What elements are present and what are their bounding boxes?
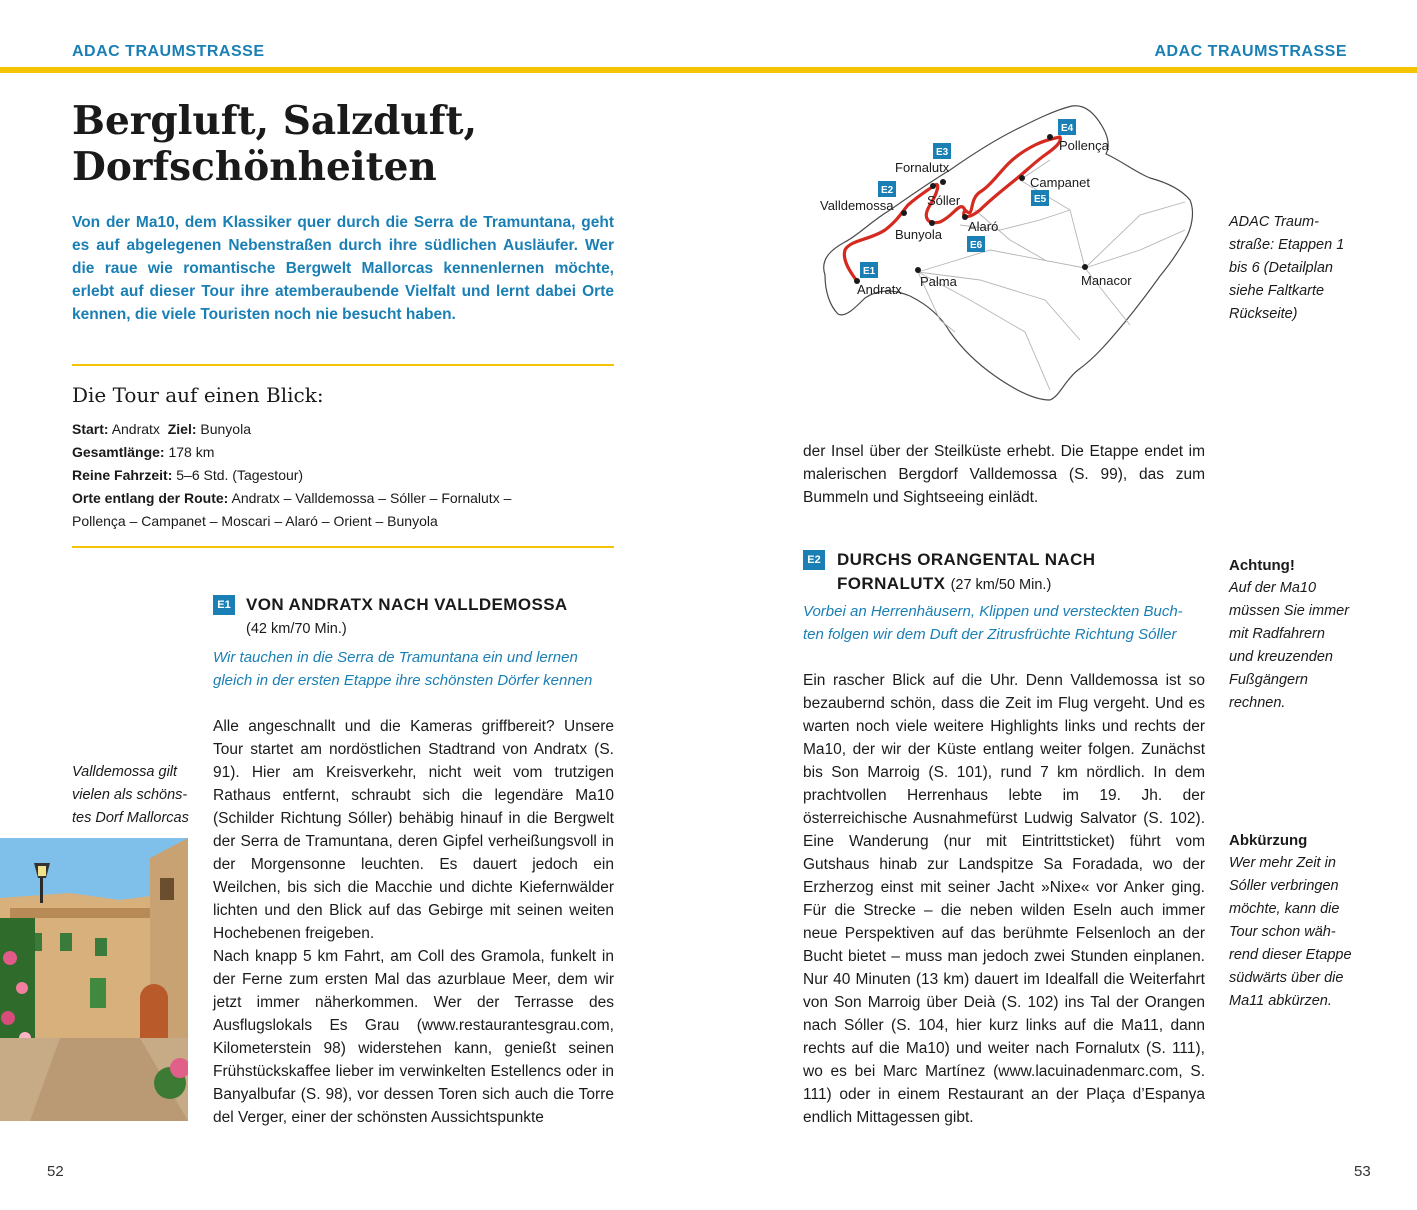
e1-paragraph-2: Nach knapp 5 km Fahrt, am Coll des Gramola, funkelt in der Ferne zum ersten Mal das azurblaue Meer, dem wir jetzt immer näherkommen. Wer der Terrasse des Ausflugslokals Es Grau (www.restaurantesgrau.com, Kilometerstein 98) widerstehen kann, genießt seinen Frühstückskaffee lieber im verwinkelten Estellencs oder in Banyalbufar (S. 98), vor dessen Toren sich auch die Torre del Verger, einer der schönsten Aussichtspunkte [213,948,614,1126]
ziel-label: Ziel: [167,421,197,437]
running-header-right: ADAC TRAUMSTRASSE [1154,43,1347,60]
page-number-right: 53 [1354,1163,1371,1180]
e2-body [803,669,1205,1129]
length-value: 178 km [168,444,215,460]
e1-teaser-line: Wir tauchen in die Serra de Tramuntana ein und lernen [213,649,578,666]
e2-title-2: FORNALUTX [837,574,946,593]
e2-sub: (27 km/50 Min.) [950,577,1052,593]
abkuerzung-line: südwärts über die [1229,970,1344,986]
abkuerzung-line: möchte, kann die [1229,901,1340,917]
start-value: Andratx [111,421,160,437]
e1-teaser-line: gleich in der ersten Etappe ihre schönsten Dörfer kennen [213,672,593,689]
map-badge-e4 [1058,119,1076,135]
map-badge-e6 [967,236,985,252]
e2-title-1: DURCHS ORANGENTAL NACH [837,550,1096,569]
e2-teaser-line: ten folgen wir dem Duft der Zitrusfrüchte Richtung Sóller [803,626,1177,643]
e1-body [213,715,614,1129]
map-label-soller: Sóller [927,193,961,208]
e1-teaser [213,646,623,692]
map-caption-line: ADAC Traum- [1229,214,1319,230]
e1-sub: (42 km/70 Min.) [246,621,347,637]
places-label: Orte entlang der Route: [72,490,229,506]
map-caption-line: straße: Etappen 1 [1229,237,1345,253]
achtung-line: und kreuzenden [1229,649,1333,665]
ziel-value: Bunyola [200,421,251,437]
intro-text: Von der Ma10, dem Klassiker quer durch die Serra de Tramuntana, geht es auf abgelegenen Nebenstraßen durch ihre südlichen Ausläufer. Wer die raue wie romantische Bergwelt Mallorcas kennenlernen möchte, erlebt auf dieser Tour ihre atemberaubende Vielfalt und lernt dabei Orte kennen, die viele Touristen noch nie besucht haben. [72,214,614,323]
map-badge-label: E4 [1061,123,1074,134]
map-badge-label: E2 [881,185,894,196]
abkuerzung-line: Tour schon wäh- [1229,924,1336,940]
title-line-1: Bergluft, Salzduft, [72,98,478,144]
e2-heading [837,548,1217,597]
achtung-line: mit Radfahrern [1229,626,1325,642]
route-map [810,100,1210,410]
achtung-line: rechnen. [1229,695,1286,711]
map-badge-label: E1 [863,266,876,277]
photo-caption-line: Valldemossa gilt [72,764,178,780]
e1-continuation: der Insel über der Steilküste erhebt. Die Etappe endet im malerischen Bergdorf Valldemossa (S. 99), das zum Bummeln und Sightseeing einlädt. [803,443,1205,506]
abkuerzung-line: rend dieser Etappe [1229,947,1352,963]
abkuerzung-line: Wer mehr Zeit in [1229,855,1336,871]
achtung-line: Fußgängern [1229,672,1308,688]
length-label: Gesamtlänge: [72,444,165,460]
abkuerzung-title: Abkürzung [1229,832,1308,849]
e1-badge-label: E1 [213,595,235,615]
achtung-title: Achtung! [1229,557,1295,574]
note-abkuerzung [1229,829,1379,1013]
map-caption-line: siehe Faltkarte [1229,283,1325,299]
glance-top-rule [72,364,614,366]
places-line-1: Andratx – Valldemossa – Sóller – Fornalutx – [231,490,512,506]
time-label: Reine Fahrzeit: [72,467,173,483]
map-label-alaro: Alaró [968,219,999,234]
map-badge-e3 [933,143,951,159]
e2-teaser-line: Vorbei an Herrenhäusern, Klippen und versteckten Buch- [803,603,1183,620]
e1-heading [246,593,626,641]
note-achtung [1229,554,1379,715]
achtung-line: müssen Sie immer [1229,603,1350,619]
map-label-manacor: Manacor [1081,273,1132,288]
map-label-bunyola: Bunyola [895,227,942,242]
glance-box [72,418,617,533]
map-badge-e5 [1031,190,1049,206]
e1-title: VON ANDRATX NACH VALLDEMOSSA [246,595,568,614]
e2-badge-label: E2 [803,550,825,570]
e2-badge [803,550,825,570]
photo-caption-line: vielen als schöns- [72,787,188,803]
map-label-andratx: Andratx [857,282,902,297]
map-badge-label: E6 [970,240,983,251]
valldemossa-photo [0,838,188,1121]
map-label-fornalutx: Fornalutx [895,160,950,175]
map-caption [1229,211,1379,326]
map-label-campanet: Campanet [1030,175,1090,190]
glance-heading: Die Tour auf einen Blick: [72,383,324,407]
header-rule [0,67,1417,73]
map-badge-e1 [860,262,878,278]
e2-teaser [803,600,1213,646]
e2-paragraph-1: Ein rascher Blick auf die Uhr. Denn Valldemossa ist so bezaubernd schön, dass die Zeit im Flug vergeht. Und es warten noch viele weitere Highlights links und rechts der Ma10, der wir der Küste entlang weiter folgen. Zunächst bis Son Marroig (S. 101), rund 7 km nördlich. In dem prachtvollen Herrenhaus lebte im 19. Jh. der österreichische Ausnahmefürst Ludwig Salvator (S. 102). Eine Wanderung (nur mit Eintrittsticket) führt vom Gutshaus hinab zur Landspitze Sa Foradada, wo der Erzherzog einst mit seiner Jacht »Nixe« vor Anker ging. Für die Strecke – die neben wilden Eseln auch immer neue Perspektiven auf das berühmte Felsenloch an der Bucht bietet – muss man jedoch zwei Stunden einplanen. Nur 40 Minuten (13 km) dauert im Idealfall die Weiterfahrt von Son Marroig über Deià (S. 102) ins Tal der Orangen nach Sóller (S. 104, hier kurz links auf die Ma11, dann rechts auf die Ma10) und weiter nach Fornalutx (S. 111), wo es bei Marc Martínez (www.lacuinadenmarc.com, S. 111) oder in einem Restaurant an der Plaça d’Espanya endlich Mittagessen gibt. [803,672,1205,1126]
page-number-left: 52 [47,1163,64,1180]
time-value: 5–6 Std. (Tagestour) [176,467,304,483]
map-badge-label: E3 [936,147,949,158]
map-label-pollenca: Pollença [1059,138,1109,153]
running-header-left: ADAC TRAUMSTRASSE [72,43,265,60]
achtung-line: Auf der Ma10 [1229,580,1317,596]
abkuerzung-line: Sóller verbringen [1229,878,1339,894]
map-caption-line: bis 6 (Detailplan [1229,260,1333,276]
title-line-2: Dorfschönheiten [72,144,437,190]
island-outline [824,106,1193,400]
e1-paragraph-1: Alle angeschnallt und die Kameras griffbereit? Unsere Tour startet am nordöstlichen Stadtrand von Andratx (S. 91). Hier am Kreisverkehr, nicht weit vom trutzigen Rathaus entfernt, schraubt sich die legendäre Ma10 (Schilder Richtung Sóller) behäbig hinauf in die Bergwelt der Serra de Tramuntana, deren Gipfel verheißungsvoll in der Morgensonne leuchten. Es dauert jedoch ein Weilchen, bis sich die Macchie und dichte Kiefernwälder lichten und den Blick auf das Gebirge mit seinen weiten Hochebenen freigeben. [213,718,614,942]
start-label: Start: [72,421,109,437]
page-title [72,98,632,190]
map-label-palma: Palma [920,274,957,289]
e1-badge [213,595,235,615]
photo-caption-line: tes Dorf Mallorcas [72,810,189,826]
photo-caption [72,761,202,830]
map-label-valldemossa: Valldemossa [820,198,894,213]
map-badge-label: E5 [1034,194,1047,205]
glance-bottom-rule [72,546,614,548]
map-caption-line: Rückseite) [1229,306,1298,322]
map-badge-e2 [878,181,896,197]
places-line-2: Pollença – Campanet – Moscari – Alaró – Orient – Bunyola [72,513,438,529]
abkuerzung-line: Ma11 abkürzen. [1229,993,1332,1009]
